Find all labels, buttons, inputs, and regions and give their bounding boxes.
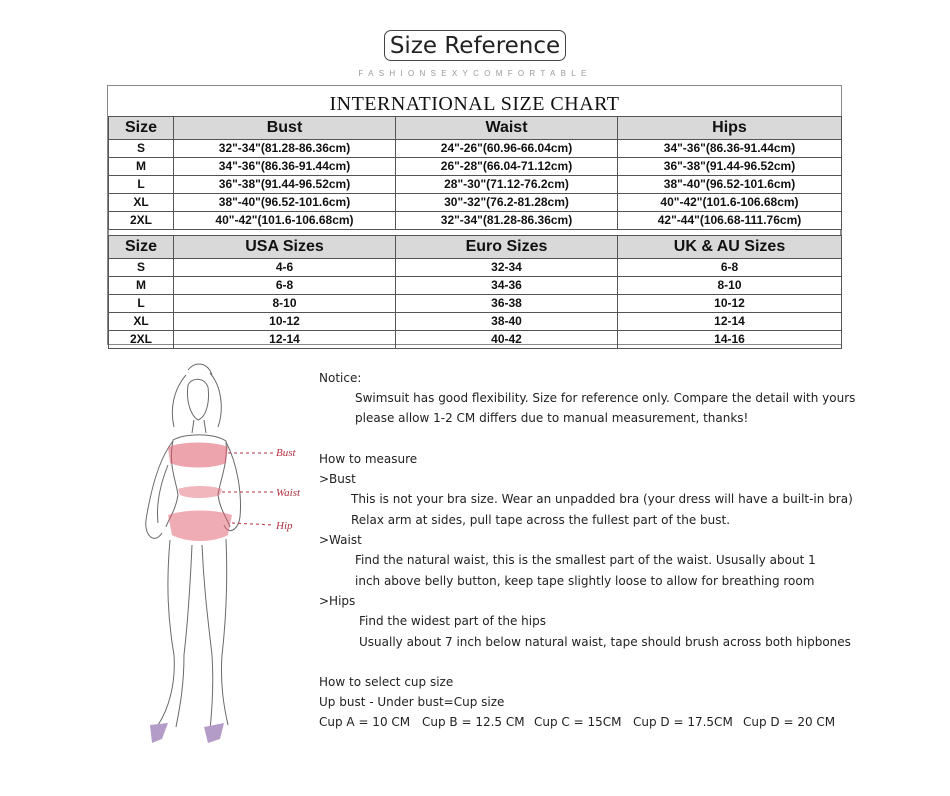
measurement-table (108, 116, 842, 230)
bust-cell: 34"-36"(86.36-91.44cm) (174, 158, 396, 176)
bust-label: Bust (276, 447, 296, 459)
hips-line: Usually about 7 inch below natural waist, tape should brush across both hipbones (359, 635, 851, 649)
header-bust: Bust (174, 117, 396, 140)
usa-cell: 12-14 (174, 331, 396, 349)
cup-b: Cup B = 12.5 CM (422, 715, 525, 729)
table-row (109, 212, 842, 230)
hips-heading: >Hips (319, 594, 356, 608)
uk-au-cell: 8-10 (618, 277, 842, 295)
size-cell: L (109, 295, 174, 313)
hair-outline (172, 364, 221, 427)
size-cell: 2XL (109, 331, 174, 349)
cup-formula: Up bust - Under bust=Cup size (319, 695, 505, 709)
bust-band (168, 443, 228, 468)
conversion-header-row (109, 236, 842, 259)
size-cell: L (109, 176, 174, 194)
bust-cell: 32"-34"(81.28-86.36cm) (174, 140, 396, 158)
euro-cell: 36-38 (396, 295, 618, 313)
hips-cell: 34"-36"(86.36-91.44cm) (618, 140, 842, 158)
bust-heading: >Bust (319, 472, 356, 486)
header-size: Size (109, 117, 174, 140)
cup-d: Cup D = 17.5CM (633, 715, 733, 729)
header-waist: Waist (396, 117, 618, 140)
notice-line: Swimsuit has good flexibility. Size for reference only. Compare the detail with yours (355, 391, 856, 405)
right-shoe-icon (204, 723, 224, 743)
waist-cell: 32"-34"(81.28-86.36cm) (396, 212, 618, 230)
size-cell: 2XL (109, 212, 174, 230)
size-cell: XL (109, 194, 174, 212)
hips-cell: 36"-38"(91.44-96.52cm) (618, 158, 842, 176)
neck-outline (192, 420, 206, 433)
size-cell: M (109, 158, 174, 176)
cup-size-row (319, 715, 835, 729)
header-uk-au: UK & AU Sizes (618, 236, 842, 259)
notice-line: please allow 1-2 CM differs due to manual measurement, thanks! (355, 411, 749, 425)
waist-band (178, 486, 222, 498)
header-usa: USA Sizes (174, 236, 396, 259)
usa-cell: 6-8 (174, 277, 396, 295)
cup-a: Cup A = 10 CM (319, 715, 411, 729)
bust-cell: 38"-40"(96.52-101.6cm) (174, 194, 396, 212)
waist-cell: 30"-32"(76.2-81.28cm) (396, 194, 618, 212)
table-row (109, 259, 842, 277)
table-row (109, 194, 842, 212)
left-leg-outline (158, 540, 192, 727)
chart-title: INTERNATIONAL SIZE CHART (329, 93, 620, 115)
hips-cell: 40"-42"(101.6-106.68cm) (618, 194, 842, 212)
header-hips: Hips (618, 117, 842, 140)
header-euro: Euro Sizes (396, 236, 618, 259)
hip-band (168, 511, 232, 542)
notice-heading: Notice: (319, 371, 362, 385)
hips-cell: 38"-40"(96.52-101.6cm) (618, 176, 842, 194)
body-measurement-illustration (128, 355, 308, 750)
bust-line: Relax arm at sides, pull tape across the fullest part of the bust. (351, 513, 731, 527)
brand-tagline: FASHIONSEXYCOMFORTABLE (358, 69, 592, 78)
table-row (109, 331, 842, 349)
size-reference-title: Size Reference (384, 30, 566, 61)
waist-line: Find the natural waist, this is the smallest part of the waist. Ususally about 1 (355, 553, 816, 567)
measurement-header-row (109, 117, 842, 140)
euro-cell: 38-40 (396, 313, 618, 331)
waist-cell: 26"-28"(66.04-71.12cm) (396, 158, 618, 176)
right-leg-outline (202, 539, 228, 730)
how-to-measure-heading: How to measure (319, 452, 418, 466)
table-row (109, 295, 842, 313)
left-arm-outline (146, 441, 173, 538)
table-row (109, 277, 842, 295)
bust-cell: 36"-38"(91.44-96.52cm) (174, 176, 396, 194)
conversion-table (108, 235, 842, 349)
size-cell: S (109, 259, 174, 277)
uk-au-cell: 10-12 (618, 295, 842, 313)
size-cell: XL (109, 313, 174, 331)
hips-line: Find the widest part of the hips (359, 614, 546, 628)
euro-cell: 34-36 (396, 277, 618, 295)
hip-label: Hip (276, 520, 293, 532)
waist-line: inch above belly button, keep tape slightly loose to allow for breathing room (355, 574, 815, 588)
waist-cell: 28"-30"(71.12-76.2cm) (396, 176, 618, 194)
table-row (109, 313, 842, 331)
uk-au-cell: 14-16 (618, 331, 842, 349)
size-cell: M (109, 277, 174, 295)
size-chart (107, 85, 842, 345)
cup-size-heading: How to select cup size (319, 675, 454, 689)
usa-cell: 4-6 (174, 259, 396, 277)
euro-cell: 32-34 (396, 259, 618, 277)
waist-cell: 24"-26"(60.96-66.04cm) (396, 140, 618, 158)
usa-cell: 10-12 (174, 313, 396, 331)
uk-au-cell: 6-8 (618, 259, 842, 277)
bust-cell: 40"-42"(101.6-106.68cm) (174, 212, 396, 230)
table-row (109, 176, 842, 194)
cup-d-large: Cup D = 20 CM (743, 715, 836, 729)
waist-heading: >Waist (319, 533, 362, 547)
waist-label: Waist (276, 487, 301, 499)
table-row (109, 158, 842, 176)
uk-au-cell: 12-14 (618, 313, 842, 331)
header-size: Size (109, 236, 174, 259)
hips-cell: 42"-44"(106.68-111.76cm) (618, 212, 842, 230)
usa-cell: 8-10 (174, 295, 396, 313)
cup-c: Cup C = 15CM (534, 715, 622, 729)
head-outline (187, 379, 208, 420)
bust-line: This is not your bra size. Wear an unpadded bra (your dress will have a built-in bra) (351, 492, 853, 506)
size-cell: S (109, 140, 174, 158)
left-shoe-icon (150, 723, 168, 743)
table-row (109, 140, 842, 158)
euro-cell: 40-42 (396, 331, 618, 349)
